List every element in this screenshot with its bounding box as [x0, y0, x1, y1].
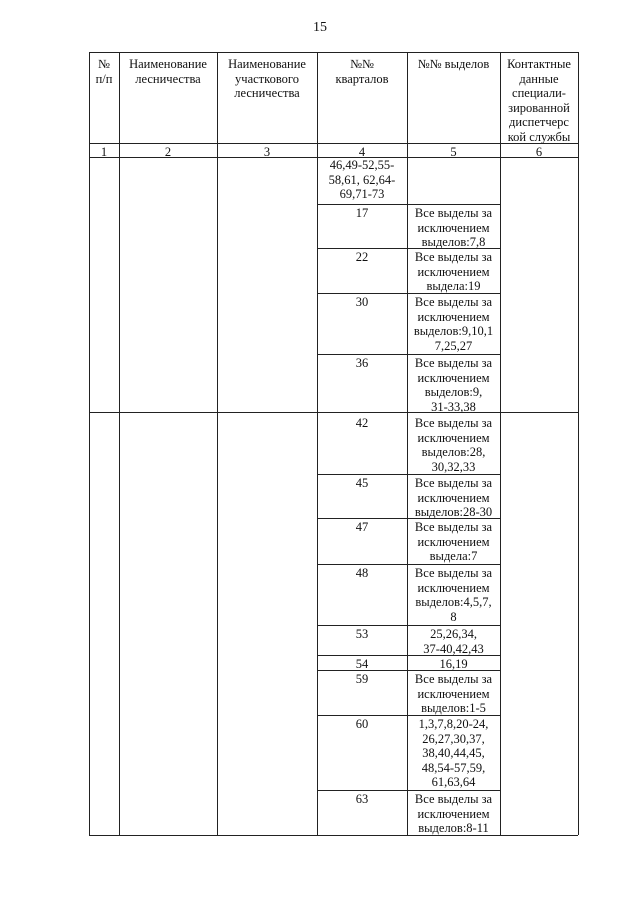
col-number-6: 6	[535, 145, 543, 159]
table-row-quarter: 46,49-52,55- 58,61, 62,64- 69,71-73	[328, 158, 396, 201]
row-divider	[317, 670, 500, 671]
table-row-quarter: 60	[355, 717, 369, 731]
col-border	[578, 52, 579, 835]
table-row-quarter: 30	[355, 295, 369, 309]
row-divider	[317, 655, 500, 656]
table-row-allotments: Все выделы за исключением выделов:7,8	[414, 206, 493, 249]
col-border	[89, 52, 90, 835]
table-border-top	[89, 52, 578, 53]
table-row-allotments: Все выделы за исключением выделов:28, 30,32,33	[414, 416, 493, 474]
table-row-quarter: 45	[355, 476, 369, 490]
table-row-quarter: 36	[355, 356, 369, 370]
header-district-forestry: Наименование участкового лесничества	[228, 57, 306, 100]
col-number-4: 4	[358, 145, 366, 159]
header-num: № п/п	[95, 57, 113, 86]
row-divider	[317, 293, 500, 294]
col-border	[317, 52, 318, 835]
table-row-allotments: Все выделы за исключением выделов:9, 31-33,38	[414, 356, 493, 414]
col-number-3: 3	[263, 145, 271, 159]
col-border	[407, 52, 408, 835]
table-border-bottom	[89, 835, 578, 836]
table-row-quarter: 54	[355, 657, 369, 671]
header-divider	[89, 143, 578, 144]
table-row-quarter: 22	[355, 250, 369, 264]
table-row-quarter: 42	[355, 416, 369, 430]
col-number-2: 2	[164, 145, 172, 159]
row-divider	[317, 248, 500, 249]
header-forestry: Наименование лесничества	[129, 57, 207, 86]
header-allotments: №№ выделов	[417, 57, 490, 71]
row-divider	[317, 625, 500, 626]
col-border	[119, 52, 120, 835]
col-border	[217, 52, 218, 835]
table-row-allotments: Все выделы за исключением выделов:8-11	[414, 792, 493, 835]
table-row-allotments: Все выделы за исключением выделов:28-30	[414, 476, 493, 519]
header-contacts: Контактные данные специали- зированной диспетчерс кой службы	[507, 57, 571, 144]
table-row-allotments: 16,19	[439, 657, 468, 671]
table-row-quarter: 17	[355, 206, 369, 220]
col-numbers-divider	[89, 157, 578, 158]
table-row-quarter: 53	[355, 627, 369, 641]
row-divider	[317, 715, 500, 716]
table-row-allotments: Все выделы за исключением выдела:19	[414, 250, 493, 293]
page-number: 15	[313, 20, 327, 35]
group-divider	[89, 412, 578, 413]
row-divider	[317, 354, 500, 355]
table-row-quarter: 47	[355, 520, 369, 534]
row-divider	[317, 518, 500, 519]
table-row-quarter: 48	[355, 566, 369, 580]
row-divider	[317, 564, 500, 565]
table-row-quarter: 59	[355, 672, 369, 686]
table-row-quarter: 63	[355, 792, 369, 806]
row-divider	[317, 790, 500, 791]
row-divider	[317, 474, 500, 475]
table-row-allotments: Все выделы за исключением выделов:4,5,7, 8	[414, 566, 493, 624]
table-row-allotments: 1,3,7,8,20-24, 26,27,30,37, 38,40,44,45, 48,54-57,59, 61,63,64	[418, 717, 489, 789]
table-row-allotments: Все выделы за исключением выделов:1-5	[414, 672, 493, 715]
table-row-allotments: 25,26,34, 37-40,42,43	[423, 627, 484, 656]
col-number-5: 5	[450, 145, 457, 159]
col-border	[500, 52, 501, 835]
table-row-allotments: Все выделы за исключением выдела:7	[414, 520, 493, 563]
header-quarters: №№ кварталов	[335, 57, 389, 86]
table-row-allotments: Все выделы за исключением выделов:9,10,1 7,25,27	[413, 295, 494, 353]
col-number-1: 1	[100, 145, 108, 159]
row-divider	[317, 204, 500, 205]
